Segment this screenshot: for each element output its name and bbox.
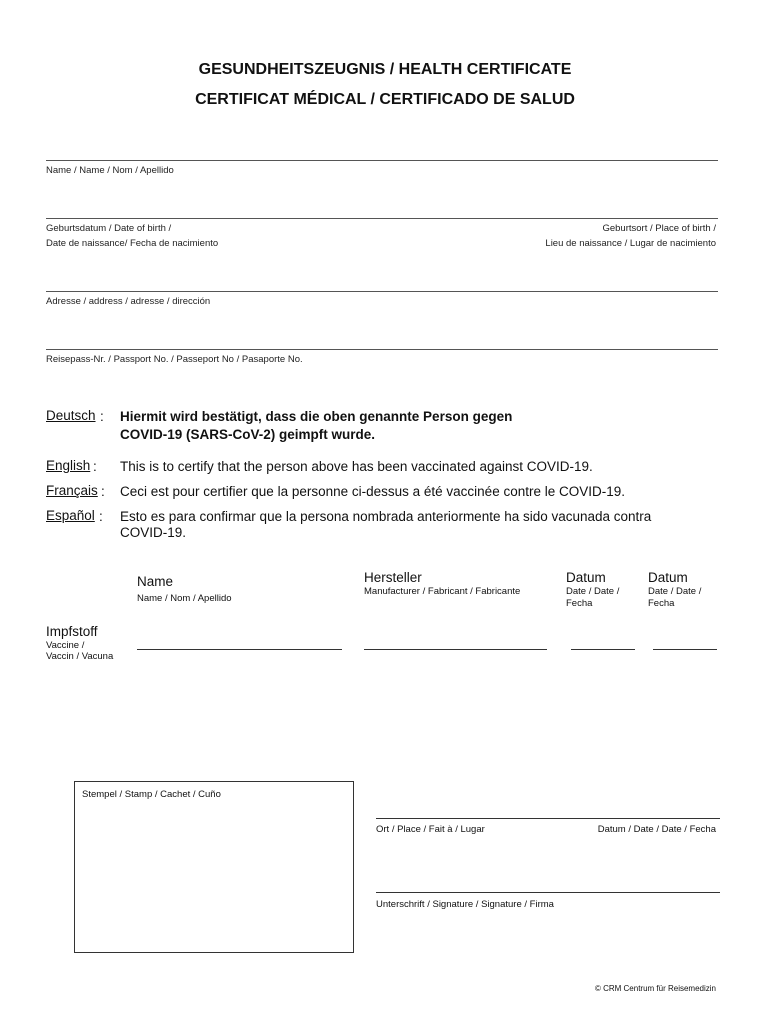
- document-title: GESUNDHEITSZEUGNIS / HEALTH CERTIFICATE: [198, 61, 572, 78]
- col-subheader-date2-line2: Fecha: [648, 598, 675, 609]
- row-sublabel-vaccine-line2: Vaccin / Vacuna: [46, 651, 114, 662]
- colon: :: [100, 409, 104, 424]
- statement-deutsch-line2: COVID-19 (SARS-CoV-2) geimpft wurde.: [120, 427, 376, 442]
- col-subheader-date2-line1: Date / Date /: [648, 586, 702, 597]
- dob-label-line1: Geburtsdatum / Date of birth /: [46, 223, 172, 234]
- lang-label-deutsch: Deutsch: [46, 408, 96, 423]
- address-field-label: Adresse / address / adresse / dirección: [46, 296, 211, 307]
- vaccine-manufacturer-input[interactable]: [364, 649, 547, 650]
- col-subheader-date1-line1: Date / Date /: [566, 586, 620, 597]
- birth-field-line[interactable]: [46, 218, 718, 219]
- row-label-vaccine: Impfstoff: [46, 624, 98, 639]
- statement-deutsch-line1: Hiermit wird bestätigt, dass die oben genannte Person gegen: [120, 409, 513, 424]
- place-date-line[interactable]: [376, 818, 720, 819]
- col-subheader-name: Name / Nom / Apellido: [137, 593, 232, 604]
- vaccine-name-input[interactable]: [137, 649, 342, 650]
- lang-label-francais: Français: [46, 483, 98, 498]
- address-field-line[interactable]: [46, 291, 718, 292]
- document-subtitle: CERTIFICAT MÉDICAL / CERTIFICADO DE SALUD: [195, 91, 575, 108]
- colon: :: [101, 484, 105, 499]
- passport-field-label: Reisepass-Nr. / Passport No. / Passeport No / Pasaporte No.: [46, 354, 303, 365]
- passport-field-line[interactable]: [46, 349, 718, 350]
- col-header-name: Name: [137, 574, 174, 589]
- row-sublabel-vaccine-line1: Vaccine /: [46, 640, 85, 651]
- statement-english: This is to certify that the person above has been vaccinated against COVID-19.: [120, 459, 593, 474]
- statement-espanol-line1: Esto es para confirmar que la persona nombrada anteriormente ha sido vacunada contra: [120, 509, 652, 524]
- pob-label-line1: Geburtsort / Place of birth /: [602, 223, 716, 234]
- vaccine-date2-input[interactable]: [653, 649, 717, 650]
- signature-line[interactable]: [376, 892, 720, 893]
- lang-label-english: English: [46, 458, 91, 473]
- pob-label-line2: Lieu de naissance / Lugar de nacimiento: [545, 238, 716, 249]
- lang-label-espanol: Español: [46, 508, 95, 523]
- colon: :: [93, 459, 97, 474]
- name-field-label: Name / Name / Nom / Apellido: [46, 165, 174, 176]
- col-header-date2: Datum: [648, 570, 688, 585]
- colon: :: [99, 509, 103, 524]
- vaccine-date1-input[interactable]: [571, 649, 635, 650]
- stamp-label: Stempel / Stamp / Cachet / Cuño: [82, 789, 221, 800]
- statement-espanol-line2: COVID-19.: [120, 525, 187, 540]
- statement-francais: Ceci est pour certifier que la personne ci-dessus a été vaccinée contre le COVID-19.: [120, 484, 625, 499]
- stamp-box[interactable]: [74, 781, 354, 953]
- col-subheader-date1-line2: Fecha: [566, 598, 593, 609]
- col-subheader-manufacturer: Manufacturer / Fabricant / Fabricante: [364, 586, 521, 597]
- name-field-line[interactable]: [46, 160, 718, 161]
- copyright-text: © CRM Centrum für Reisemedizin: [594, 984, 716, 993]
- date-label: Datum / Date / Date / Fecha: [597, 824, 716, 835]
- place-label: Ort / Place / Fait à / Lugar: [376, 824, 485, 835]
- signature-label: Unterschrift / Signature / Signature / Firma: [376, 899, 554, 910]
- col-header-manufacturer: Hersteller: [364, 570, 422, 585]
- col-header-date1: Datum: [566, 570, 606, 585]
- dob-label-line2: Date de naissance/ Fecha de nacimiento: [46, 238, 219, 249]
